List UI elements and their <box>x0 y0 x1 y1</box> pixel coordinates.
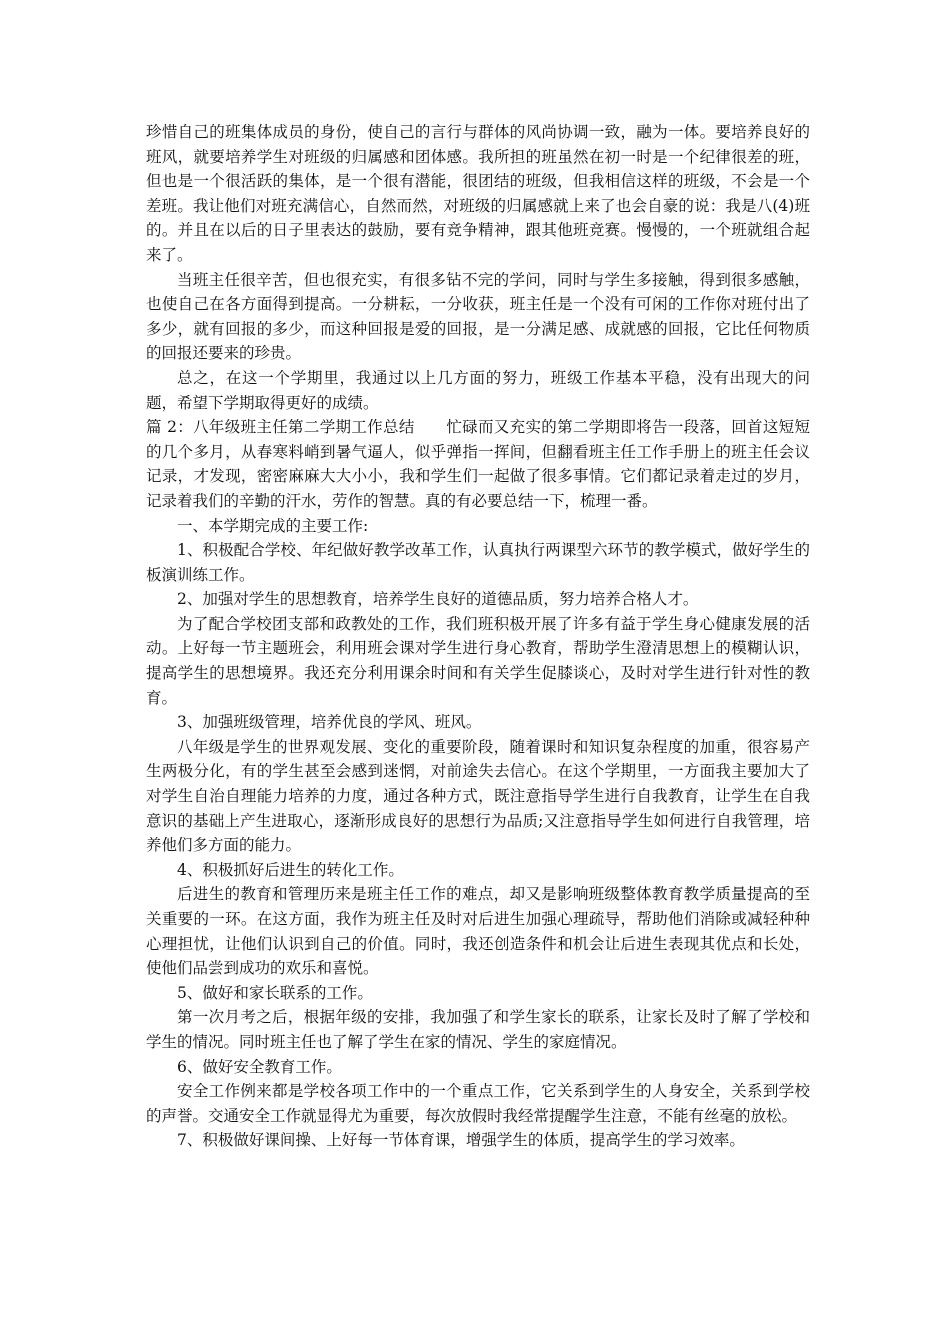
list-item: 7、积极做好课间操、上好每一节体育课，增强学生的体质，提高学生的学习效率。 <box>177 1131 745 1150</box>
paragraph: 后进生的教育和管理历来是班主任工作的难点，却又是影响班级整体教育教学质量提高的至关重要的一环。在这方面，我作为班主任及时对后进生加强心理疏导，帮助他们消除或减轻种种心理担忧，让他们认识到自己的价值。同时，我还创造条件和机会让后进生表现其优点和长处，使他们品尝到成功的欢乐和喜悦。 <box>146 885 810 978</box>
list-item: 2、加强对学生的思想教育，培养学生良好的道德品质，努力培养合格人才。 <box>177 590 699 609</box>
paragraph: 当班主任很辛苦，但也很充实，有很多钻不完的学问，同时与学生多接触，得到很多感触，也使自己在各方面得到提高。一分耕耘，一分收获，班主任是一个没有可闲的工作你对班付出了多少，就有回报的多少，而这种回报是爱的回报，是一分满足感、成就感的回报，它比任何物质的回报还要来的珍贵。 <box>146 270 810 363</box>
document-page <box>146 120 810 1153</box>
section-heading-paragraph: 篇 2：八年级班主任第二学期工作总结 忙碌而又充实的第二学期即将告一段落，回首这短短的几个多月，从春寒料峭到暑气逼人，似乎弹指一挥间，但翻看班主任工作手册上的班主任会议记录，才发现，密密麻麻大大小小，我和学生们一起做了很多事情。它们都记录着走过的岁月，记录着我们的辛勤的汗水，劳作的智慧。真的有必要总结一下，梳理一番。 <box>146 418 810 510</box>
paragraph: 珍惜自己的班集体成员的身份，使自己的言行与群体的风尚协调一致，融为一体。要培养良好的班风，就要培养学生对班级的归属感和团体感。我所担的班虽然在初一时是一个纪律很差的班，但也是一个很活跃的集体，是一个很有潜能，很团结的班级，但我相信这样的班级，不会是一个差班。我让他们对班充满信心，自然而然，对班级的归属感就上来了也会自豪的说：我是八(4)班的。并且在以后的日子里表达的鼓励，要有竞争精神，跟其他班竞赛。慢慢的，一个班就组合起来了。 <box>146 123 810 264</box>
list-item: 5、做好和家长联系的工作。 <box>177 983 373 1002</box>
paragraph: 八年级是学生的世界观发展、变化的重要阶段，随着课时和知识复杂程度的加重，很容易产生两极分化，有的学生甚至会感到迷惘，对前途失去信心。在这个学期里，一方面我主要加大了对学生自治自理能力培养的力度，通过各种方式，既注意指导学生进行自我教育，让学生在自我意识的基础上产生进取心，逐渐形成良好的思想行为品质;又注意指导学生如何进行自我管理，培养他们多方面的能力。 <box>146 737 810 855</box>
list-item: 1、积极配合学校、年纪做好教学改革工作，认真执行两课型六环节的教学模式，做好学生的板演训练工作。 <box>146 541 810 584</box>
list-item: 3、加强班级管理，培养优良的学风、班风。 <box>177 713 482 732</box>
paragraph: 安全工作例来都是学校各项工作中的一个重点工作，它关系到学生的人身安全，关系到学校的声誉。交通安全工作就显得尤为重要，每次放假时我经常提醒学生注意，不能有丝毫的放松。 <box>146 1082 810 1125</box>
paragraph: 第一次月考之后，根据年级的安排，我加强了和学生家长的联系，让家长及时了解了学校和学生的情况。同时班主任也了解了学生在家的情况、学生的家庭情况。 <box>146 1008 810 1051</box>
subheading: 一、本学期完成的主要工作: <box>177 516 369 535</box>
list-item: 6、做好安全教育工作。 <box>177 1057 342 1076</box>
paragraph: 为了配合学校团支部和政教处的工作，我们班积极开展了许多有益于学生身心健康发展的活动。上好每一节主题班会，利用班会课对学生进行身心教育，帮助学生澄清思想上的模糊认识，提高学生的思想境界。我还充分利用课余时间和有关学生促膝谈心，及时对学生进行针对性的教育。 <box>146 614 810 707</box>
paragraph: 总之，在这一个学期里，我通过以上几方面的努力，班级工作基本平稳，没有出现大的问题，希望下学期取得更好的成绩。 <box>146 368 810 412</box>
list-item: 4、积极抓好后进生的转化工作。 <box>177 860 404 879</box>
